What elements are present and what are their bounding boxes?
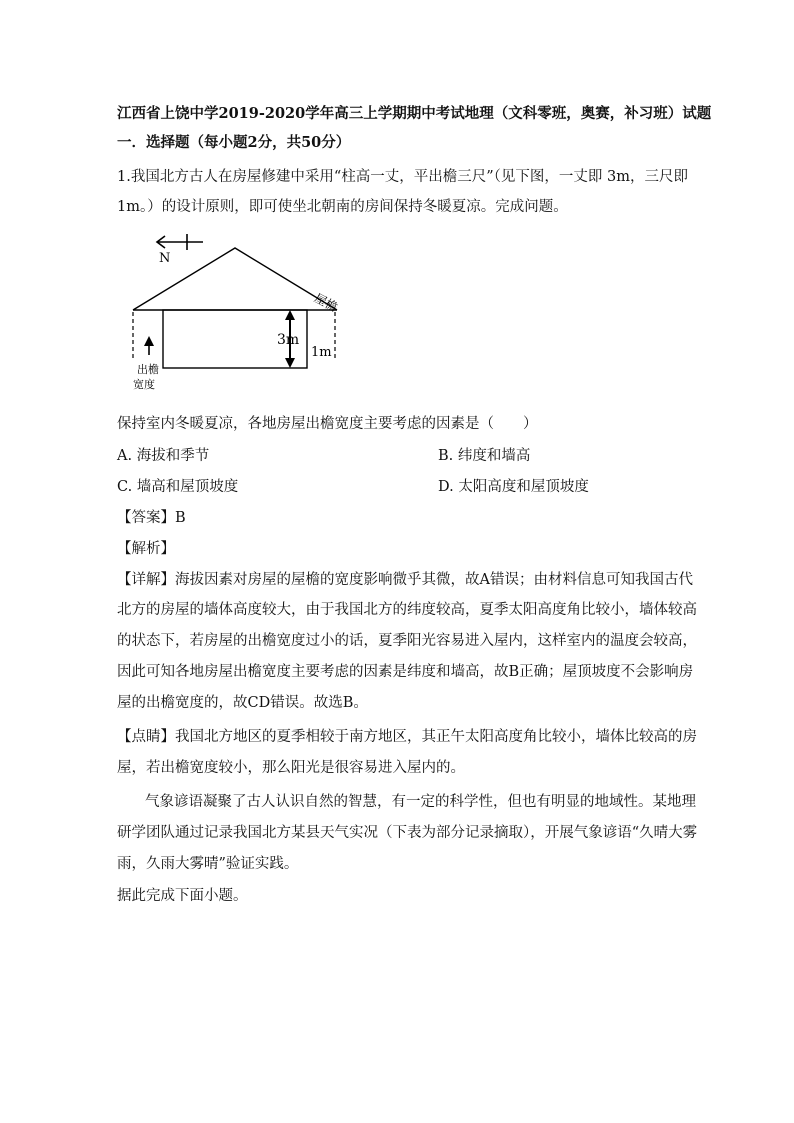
height-arrow-top (285, 310, 295, 320)
width-label: 1m (311, 345, 332, 360)
answer: 【答案】B (117, 510, 186, 526)
overhang-label-2: 宽度 (133, 378, 155, 391)
material-line-4: 据此完成下面小题。 (117, 888, 248, 904)
detail-line-1 (117, 570, 693, 590)
option-b: B. 纬度和墙高 (438, 448, 531, 464)
eave-label: 屋檐 (311, 290, 340, 315)
section-heading: 一．选择题（每小题2分，共50分） (117, 134, 351, 151)
height-arrow-bottom (285, 358, 295, 368)
material-line-2: 研学团队通过记录我国北方某县天气实况（下表为部分记录摘取），开展气象谚语“久晴大雾 (117, 825, 698, 841)
detail-line-5: 屋的出檐宽度的，故CD错误。故选B。 (117, 695, 368, 711)
detail-text-1: 海拔因素对房屋的屋檐的宽度影响微乎其微，故A错误；由材料信息可知我国古代 (175, 572, 693, 588)
option-d: D. 太阳高度和屋顶坡度 (438, 479, 589, 495)
tip-line-2: 屋，若出檐宽度较小，那么阳光是很容易进入屋内的。 (117, 760, 465, 776)
question-1-stem-line-2: 1m。）的设计原则，即可使坐北朝南的房间保持冬暖夏凉。完成问题。 (117, 199, 568, 215)
option-a: A. 海拔和季节 (117, 448, 210, 464)
detail-line-4: 因此可知各地房屋出檐宽度主要考虑的因素是纬度和墙高，故B正确；屋顶坡度不会影响房 (117, 664, 694, 680)
house-eave-figure (125, 230, 350, 400)
option-c: C. 墙高和屋顶坡度 (117, 479, 239, 495)
tip-text-1: 我国北方地区的夏季相较于南方地区，其正午太阳高度角比较小，墙体比较高的房 (175, 729, 697, 745)
tip-line-1 (117, 727, 697, 747)
document-title: 江西省上饶中学2019-2020学年高三上学期期中考试地理（文科零班，奥赛，补习班）试题 (117, 105, 712, 122)
height-label: 3m (277, 332, 300, 348)
detail-line-3: 的状态下，若房屋的出檐宽度过小的话，夏季阳光容易进入屋内，这样室内的温度会较高， (117, 633, 697, 649)
detail-line-2: 北方的房屋的墙体高度较大，由于我国北方的纬度较高，夏季太阳高度角比较小，墙体较高 (117, 602, 697, 618)
overhang-arrow-head (144, 336, 154, 346)
analysis-heading: 【解析】 (117, 541, 175, 557)
question-1-prompt: 保持室内冬暖夏凉，各地房屋出檐宽度主要考虑的因素是（ ） (117, 416, 538, 432)
overhang-label-1: 出檐 (137, 363, 159, 376)
detail-tag: 【详解】 (117, 572, 175, 588)
north-label: N (159, 251, 171, 266)
house-eave-diagram (125, 230, 350, 400)
material-line-1: 气象谚语凝聚了古人认识自然的智慧，有一定的科学性，但也有明显的地域性。某地理 (145, 794, 696, 810)
material-line-3: 雨，久雨大雾晴”验证实践。 (117, 856, 299, 872)
tip-tag: 【点睛】 (117, 729, 175, 745)
question-1-stem-line-1: 1.我国北方古人在房屋修建中采用“柱高一丈，平出檐三尺”（见下图，一丈即 3m，三尺即 (117, 169, 688, 185)
